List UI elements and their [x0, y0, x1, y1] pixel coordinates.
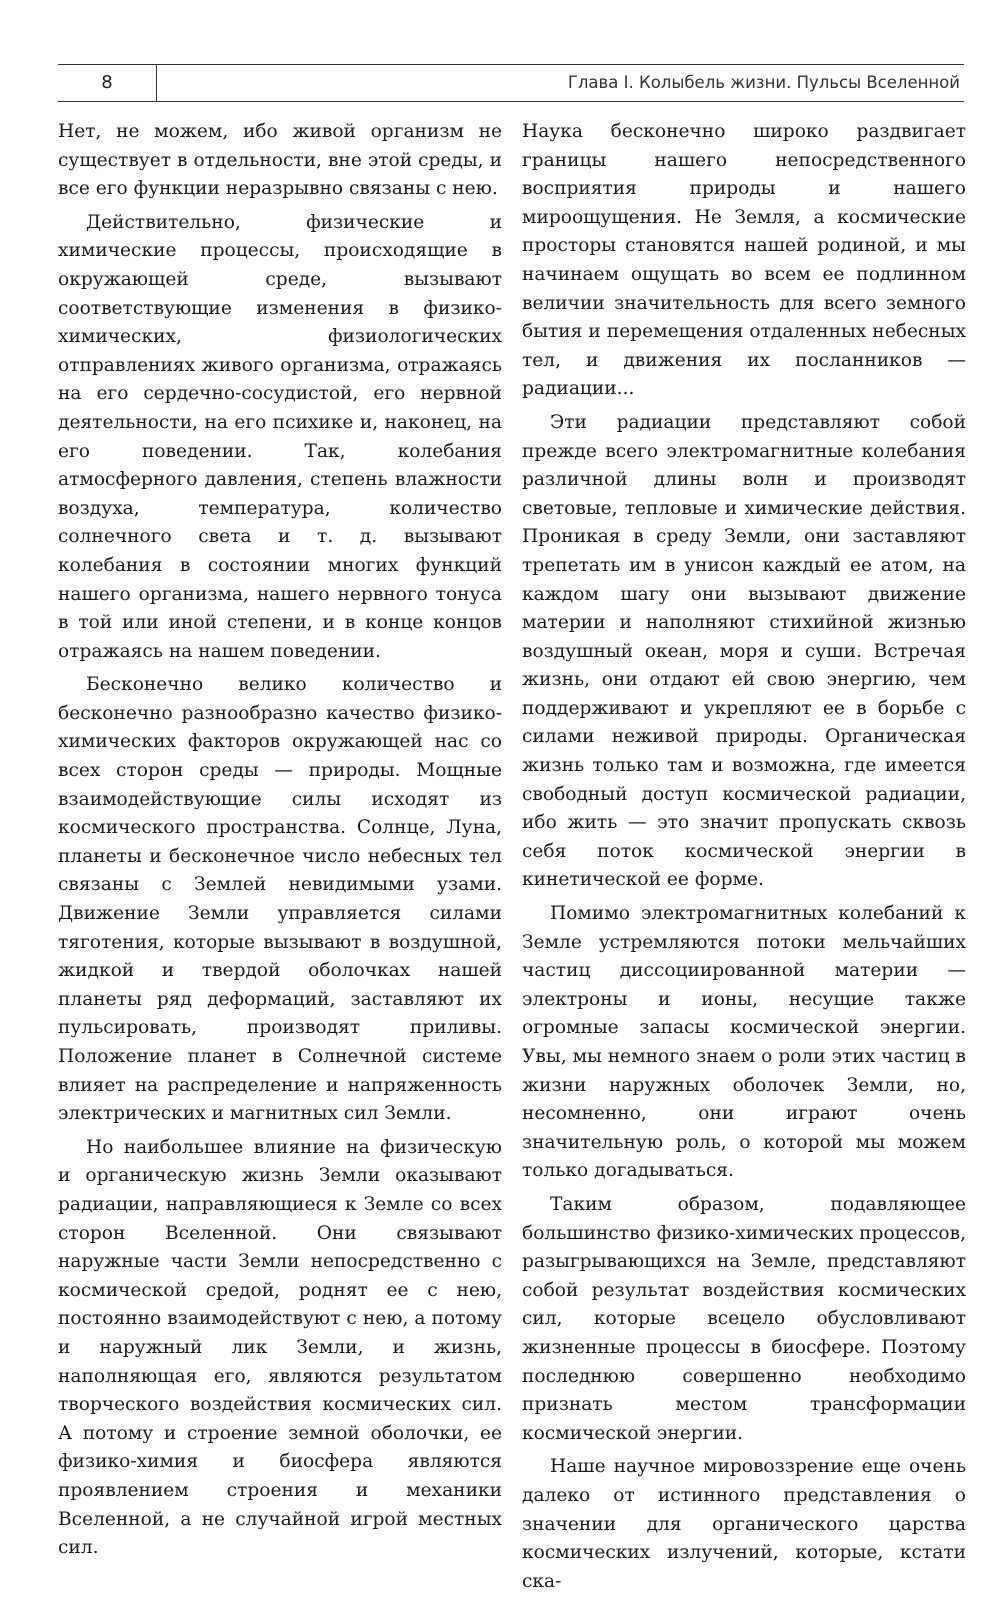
paragraph: Помимо электромагнитных колебаний к Земле устремляются потоки мельчайших частиц диссоциированной материи — электроны и ионы, несущие также огромные запасы космической энергии. Увы, мы немного знаем о роли этих частиц в жизни наружных оболочек Земли, но, несомненно, они играют очень значительную роль, о которой мы можем только догадываться. — [522, 903, 966, 1182]
paragraph: Нет, не можем, ибо живой организм не существует в отдельности, вне этой среды, и все его функции неразрывно связаны с нею. — [58, 121, 502, 200]
left-column — [58, 118, 502, 1563]
right-column — [522, 118, 966, 1596]
running-head: Глава I. Колыбель жизни. Пульсы Вселенной — [567, 73, 960, 92]
paragraph: Наука бесконечно широко раздвигает границы нашего непосредственного восприятия природы и нашего мироощущения. Не Земля, а космические просторы становятся нашей родиной, и мы начинаем ощущать во всем ее подлинном величии значительность для всего земного бытия и перемещения отдаленных небесных тел, и движения их посланников — радиации... — [522, 121, 966, 400]
page-header — [58, 64, 964, 102]
page-number: 8 — [58, 65, 157, 101]
paragraph: Но наибольшее влияние на физическую и органическую жизнь Земли оказывают радиации, направляющиеся к Земле со всех сторон Вселенной. Они связывают наружные части Земли непосредственно с космической средой, роднят ее с нею, постоянно взаимодействуют с нею, а потому и наружный лик Земли, и жизнь, наполняющая его, являются результатом творческого воздействия космических сил. А потому и строение земной оболочки, ее физико-химия и биосфера являются проявлением строения и механики Вселенной, а не случайной игрой местных сил. — [58, 1136, 502, 1559]
paragraph: Бесконечно велико количество и бесконечно разнообразно качество физико-химических факторов окружающей нас со всех сторон среды — природы. Мощные взаимодействующие силы исходят из космического пространства. Солнце, Луна, планеты и бесконечное число небесных тел связаны с Землей невидимыми узами. Движение Земли управляется силами тяготения, которые вызывают в воздушной, жидкой и твердой оболочках нашей планеты ряд деформаций, заставляют их пульсировать, производят приливы. Положение планет в Солнечной системе влияет на распределение и напряженность электрических и магнитных сил Земли. — [58, 674, 502, 1125]
paragraph: Наше научное мировоззрение еще очень далеко от истинного представления о значении для органического царства космических излучений, которые, кстати ска- — [522, 1456, 966, 1592]
paragraph: Эти радиации представляют собой прежде всего электромагнитные колебания различной длины волн и производят световые, тепловые и химические действия. Проникая в среду Земли, они заставляют трепетать им в унисон каждый ее атом, на каждом шагу они вызывают движение материи и наполняют стихийной жизнью воздушный океан, моря и суши. Встречая жизнь, они отдают ей свою энергию, чем поддерживают и укрепляют ее в борьбе с силами неживой природы. Органическая жизнь только там и возможна, где имеется свободный доступ космической радиации, ибо жить — это значит пропускать сквозь себя поток космической энергии в кинетической ее форме. — [522, 411, 966, 891]
paragraph: Действительно, физические и химические процессы, происходящие в окружающей среде, вызывают соответствующие изменения в физико-химических, физиологических отправлениях живого организма, отражаясь на его сердечно-сосудистой, его нервной деятельности, на его психике и, наконец, на его поведении. Так, колебания атмосферного давления, степень влажности воздуха, температура, количество солнечного света и т. д. вызывают колебания в состоянии многих функций нашего организма, нашего нервного тонуса в той или иной степени, и в конце концов отражаясь на нашем поведении. — [58, 211, 502, 662]
paragraph: Таким образом, подавляющее большинство физико-химических процессов, разыгрывающихся на Земле, представляют собой результат воздействия космических сил, которые всецело обусловливают жизненные процессы в биосфере. Поэтому последнюю совершенно необходимо признать местом трансформации космической энергии. — [522, 1193, 966, 1444]
